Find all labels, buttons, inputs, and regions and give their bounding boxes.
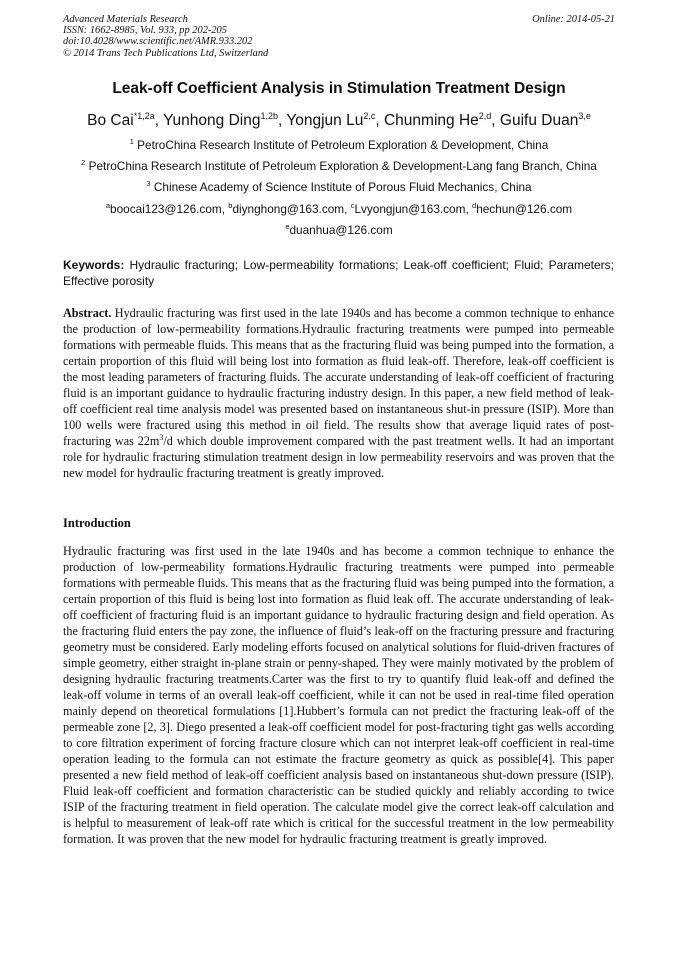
email-mark: c: [350, 201, 355, 210]
affiliation-2: [20, 159, 658, 173]
email-mark: d: [472, 201, 477, 210]
affiliation-number: 1: [129, 137, 134, 146]
email-address[interactable]: boocai123@126.com: [110, 202, 222, 216]
email-line: $^a$boocai123@126.com, $^b$diynghong@163.com, $^c$Lvyongjun@163.com, $^d$hechun@126.com: [105, 201, 573, 216]
issn-line: ISSN: 1662-8985, Vol. 933, pp 202-205: [63, 25, 227, 37]
online-date: Online: 2014-05-21: [532, 14, 615, 25]
author-name: Chunming He: [383, 112, 479, 129]
journal-name: Advanced Materials Research: [63, 14, 188, 25]
author-affiliation-mark: 2,d: [478, 111, 492, 121]
abstract-block: [63, 305, 614, 481]
keywords-text: Hydraulic fracturing; Low-permeability formations; Leak-off coefficient; Fluid; Parameters; Effective porosity: [63, 258, 614, 288]
doi-line: doi:10.4028/www.scientific.net/AMR.933.202: [63, 36, 253, 48]
introduction-heading: Introduction: [63, 516, 131, 530]
email-mark: e: [285, 222, 290, 231]
keywords-label: Keywords:: [63, 258, 125, 272]
affiliation-number: 3: [146, 179, 151, 188]
author-list: Bo Cai$^{*1,2a}$, Yunhong Ding$^{1,2b}$, Yongjun Lu$^{2,c}$, Chunming He$^{2,d}$, Guifu Duan$^{3,e}$: [87, 111, 591, 129]
author-affiliation-mark: 2,c: [363, 111, 376, 121]
email-mark: b: [228, 201, 233, 210]
affiliation-1: [20, 138, 658, 152]
affiliation-text: PetroChina Research Institute of Petroleum Exploration & Development, China: [137, 138, 549, 152]
email-address[interactable]: hechun@126.com: [476, 202, 573, 216]
introduction-text: Hydraulic fracturing was first used in the late 1940s and has become a common technique to enhance the production of low-permeability formations.Hydraulic fracturing treatments were pumped into permeable formations with permeable fluids. This means that as the fracturing fluid was being pumped into the formation, a certain proportion of this fluid is being lost into formation as fluid leak off. The accurate understanding of leak-off coefficient of fracturing fluid is an important guidance to hydraulic fracturing design and field operation. As the fracturing fluid enters the pay zone, the influence of fluid’s leak-off on the fracturing pressure and fracturing geometry must be considered. Early modeling efforts focused on analytical solutions for fluid-driven fractures of simple geometry, either straight in-plane strain or penny-shaped. They were mainly motivated by the problem of designing hydraulic fracturing treatments.Carter was the first to try to quantify fluid leak-off and defined the leak-off volume in terms of an overall leak-off coefficient, while it can not be used in real-time filed operation mainly depend on theoretical formulations [1].Hubbert’s formula can not predict the fracturing leak-off of the permeable zone [2, 3]. Diego presented a leak-off coefficient model for post-fracturing tight gas wells according to core filtration experiment of forcing fracture closure which can not interpret leak-off coefficient in real-time operation leading to the formula can not estimate the fracture geometry as quick as possible[4]. This paper presented a new field method of leak-off coefficient analysis based on instantaneous shut-down pressure (ISIP). Fluid leak-off coefficient and formation characteristic can be studied quickly and reliably according to twice ISIP of the fracturing treatment in field operation. The calculate model give the correct leak-off calculation and is helpful to measurement of leak-off rate which is critical for the successful treatment in the low permeability formation. It was proven that the new model for hydraulic fracturing treatment is greatly improved.: [63, 544, 614, 846]
paper-title: Leak-off Coefficient Analysis in Stimulation Treatment Design: [112, 80, 566, 97]
email-address[interactable]: duanhua@126.com: [289, 223, 393, 237]
email-address[interactable]: diynghong@163.com: [232, 202, 345, 216]
author-name: Guifu Duan: [499, 112, 579, 129]
journal-header: [63, 14, 615, 59]
author-name: Yunhong Ding: [163, 112, 261, 129]
author-affiliation-mark: *1,2a: [133, 111, 155, 121]
affiliation-3: [20, 180, 658, 194]
affiliation-text: Chinese Academy of Science Institute of Porous Fluid Mechanics, China: [153, 180, 532, 194]
author-name: Bo Cai: [87, 112, 134, 129]
copyright-line: © 2014 Trans Tech Publications Ltd, Switzerland: [63, 47, 269, 59]
author-name: Yongjun Lu: [286, 112, 364, 129]
email-address[interactable]: Lvyongjun@163.com: [354, 202, 466, 216]
abstract-label: Abstract.: [63, 306, 112, 320]
abstract-text-continued: /d which double improvement compared with the past treatment wells. It had an important role for hydraulic fracturing stimulation treatment design in low permeability reservoirs and was proven that the new model for hydraulic fracturing treatment is greatly improved.: [63, 434, 614, 480]
author-affiliation-mark: 3,e: [578, 111, 591, 121]
affiliation-number: 2: [81, 158, 86, 167]
keywords-block: [63, 257, 614, 289]
affiliation-text: PetroChina Research Institute of Petroleum Exploration & Development-Lang fang Branch, China: [88, 159, 597, 173]
email-line-2: [20, 223, 658, 237]
email-mark: a: [105, 201, 111, 210]
abstract-superscript: 3: [159, 433, 164, 442]
abstract-text: Hydraulic fracturing was first used in the late 1940s and has become a common technique to enhance the production of low-permeability formations.Hydraulic fracturing treatments were pumped into permeable formations with permeable fluids. This means that as the fracturing fluid was being pumped into the formation, a certain proportion of this fluid will being lost into formation as fluid leak-off. Therefore, leak-off coefficient is the most leading parameters of fracturing fluids. The accurate understanding of leak-off coefficient of fracturing fluid is an important guidance to hydraulic fracturing industry design. In this paper, a new field method of leak-off coefficient real time analysis model was presented based on instantaneous shut-in pressure (ISIP). More than 100 wells were fractured using this method in oil field. The results show that average liquid rates of post-fracturing was 22m: [63, 306, 615, 448]
author-affiliation-mark: 1,2b: [260, 111, 278, 121]
